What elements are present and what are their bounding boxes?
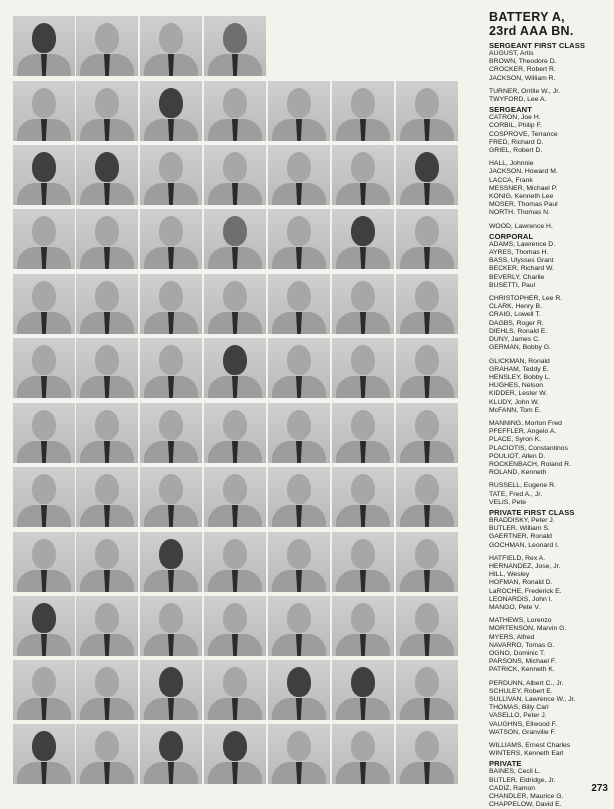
roster-name: DUNY, James C. bbox=[489, 336, 540, 344]
portrait-photo bbox=[13, 16, 75, 76]
portrait-head bbox=[159, 281, 183, 311]
roster-name: GERMAN, Bobby G. bbox=[489, 344, 551, 352]
portrait-photo bbox=[332, 660, 394, 720]
portrait-head bbox=[95, 88, 119, 118]
portrait-head bbox=[95, 539, 119, 569]
portrait-photo bbox=[268, 724, 330, 784]
roster-name: HOFMAN, Ronald D. bbox=[489, 579, 553, 587]
portrait-photo bbox=[268, 660, 330, 720]
portrait-photo bbox=[396, 724, 458, 784]
portrait-photo bbox=[204, 338, 266, 398]
roster-name: ROLAND, Kenneth bbox=[489, 469, 547, 477]
portrait-head bbox=[95, 474, 119, 504]
portrait-photo bbox=[204, 532, 266, 592]
portrait-head bbox=[95, 23, 119, 53]
roster-list bbox=[489, 41, 611, 809]
portrait-head bbox=[159, 23, 183, 53]
portrait-photo bbox=[140, 467, 202, 527]
roster-name: DIEHLS, Ronald E. bbox=[489, 327, 548, 335]
portrait-photo bbox=[204, 403, 266, 463]
portrait-head bbox=[287, 731, 311, 761]
roster-name: HILL, Wesley bbox=[489, 571, 530, 579]
portrait-photo bbox=[13, 209, 75, 269]
roster-name: KLUDY, John W. bbox=[489, 398, 540, 406]
roster-name: CHRISTOPHER, Lee R. bbox=[489, 295, 563, 303]
portrait-head bbox=[223, 474, 247, 504]
roster-name: TATE, Fred A., Jr. bbox=[489, 490, 543, 498]
roster-name: LaROCHE, Frederick E. bbox=[489, 587, 562, 595]
portrait-head bbox=[287, 410, 311, 440]
roster-column bbox=[489, 10, 611, 809]
portrait-photo bbox=[204, 274, 266, 334]
roster-name: GRAHAM, Teddy E. bbox=[489, 365, 549, 373]
portrait-photo bbox=[332, 274, 394, 334]
portrait-head bbox=[32, 539, 56, 569]
portrait-photo bbox=[140, 403, 202, 463]
roster-name: WATSON, Granville F. bbox=[489, 728, 556, 736]
roster-name: MORTENSON, Marvin G. bbox=[489, 625, 567, 633]
portrait-head bbox=[223, 539, 247, 569]
portrait-head bbox=[32, 603, 56, 633]
portrait-photo bbox=[13, 403, 75, 463]
portrait-head bbox=[32, 23, 56, 53]
portrait-photo bbox=[204, 467, 266, 527]
portrait-head bbox=[159, 667, 183, 697]
portrait-photo bbox=[76, 596, 138, 656]
roster-name: MESSNER, Michael P. bbox=[489, 184, 558, 192]
rank-heading: PRIVATE bbox=[489, 759, 522, 769]
portrait-head bbox=[287, 603, 311, 633]
roster-name: MATHEWS, Lorenzo bbox=[489, 617, 552, 625]
portrait-photo bbox=[76, 467, 138, 527]
roster-name: LACCA, Frank bbox=[489, 176, 533, 184]
roster-name: WOOD, Lawrence H. bbox=[489, 222, 553, 230]
portrait-photo bbox=[140, 532, 202, 592]
portrait-head bbox=[351, 731, 375, 761]
portrait-photo bbox=[13, 724, 75, 784]
roster-name: VASELLO, Peter J. bbox=[489, 712, 547, 720]
portrait-photo bbox=[140, 338, 202, 398]
portrait-head bbox=[351, 539, 375, 569]
portrait-head bbox=[415, 731, 439, 761]
portrait-photo bbox=[332, 209, 394, 269]
portrait-head bbox=[95, 216, 119, 246]
roster-title bbox=[489, 10, 611, 38]
portrait-photo bbox=[76, 81, 138, 141]
portrait-photo bbox=[204, 16, 266, 76]
portrait-photo bbox=[396, 338, 458, 398]
portrait-head bbox=[223, 216, 247, 246]
roster-name: CRAIG, Lowell T. bbox=[489, 311, 541, 319]
portrait-photo bbox=[268, 81, 330, 141]
portrait-photo bbox=[268, 209, 330, 269]
roster-name: HUGHES, Nelson bbox=[489, 382, 544, 390]
portrait-photo bbox=[76, 145, 138, 205]
portrait-head bbox=[287, 216, 311, 246]
portrait-head bbox=[351, 88, 375, 118]
roster-name: VELIS, Pete bbox=[489, 498, 527, 506]
rank-heading: PRIVATE FIRST CLASS bbox=[489, 507, 575, 517]
roster-name: CLARK, Henry B. bbox=[489, 303, 542, 311]
roster-name: MOSER, Thomas Paul bbox=[489, 201, 558, 209]
portrait-photo bbox=[268, 403, 330, 463]
portrait-photo bbox=[204, 209, 266, 269]
portrait-photo bbox=[268, 338, 330, 398]
roster-name: RUSSELL, Eugene R. bbox=[489, 482, 556, 490]
roster-name: FRED, Richard D. bbox=[489, 138, 544, 146]
roster-name: BASS, Ulysses Grant bbox=[489, 257, 554, 265]
portrait-head bbox=[287, 474, 311, 504]
portrait-head bbox=[351, 474, 375, 504]
roster-name: PLACE, Syron K. bbox=[489, 436, 542, 444]
portrait-photo bbox=[396, 467, 458, 527]
portrait-head bbox=[415, 152, 439, 182]
portrait-head bbox=[415, 474, 439, 504]
roster-name: CROCKER, Robert R. bbox=[489, 66, 556, 74]
roster-name: NAVARRO, Tomas G. bbox=[489, 641, 555, 649]
portrait-head bbox=[223, 345, 247, 375]
portrait-head bbox=[159, 410, 183, 440]
portrait-head bbox=[287, 667, 311, 697]
roster-title-line2: 23rd AAA BN. bbox=[489, 24, 574, 38]
portrait-photo bbox=[140, 81, 202, 141]
portrait-head bbox=[32, 731, 56, 761]
roster-name: POULIOT, Allen D. bbox=[489, 452, 546, 460]
portrait-head bbox=[287, 152, 311, 182]
portrait-photo bbox=[268, 145, 330, 205]
rank-heading: SERGEANT FIRST CLASS bbox=[489, 41, 586, 50]
portrait-photo bbox=[140, 209, 202, 269]
portrait-head bbox=[95, 410, 119, 440]
portrait-head bbox=[415, 281, 439, 311]
portrait-photo bbox=[332, 403, 394, 463]
roster-name: JACKSON, Howard M. bbox=[489, 168, 558, 176]
roster-name: PERDUNN, Albert C., Jr. bbox=[489, 679, 564, 687]
roster-name: HATFIELD, Rex A. bbox=[489, 554, 546, 562]
portrait-photo bbox=[76, 209, 138, 269]
portrait-head bbox=[32, 152, 56, 182]
portrait-photo bbox=[76, 532, 138, 592]
portrait-head bbox=[32, 474, 56, 504]
portrait-head bbox=[223, 152, 247, 182]
portrait-head bbox=[223, 410, 247, 440]
roster-name: HERNANDEZ, Jose, Jr. bbox=[489, 562, 561, 570]
portrait-head bbox=[351, 410, 375, 440]
portrait-head bbox=[159, 731, 183, 761]
portrait-head bbox=[32, 410, 56, 440]
roster-name: GOCHMAN, Leonard I. bbox=[489, 541, 559, 549]
roster-name: TWYFORD, Lee A. bbox=[489, 96, 547, 104]
rank-heading: CORPORAL bbox=[489, 231, 534, 241]
portrait-head bbox=[95, 603, 119, 633]
roster-name: WINTERS, Kenneth Earl bbox=[489, 750, 564, 758]
portrait-photo bbox=[13, 660, 75, 720]
portrait-head bbox=[159, 216, 183, 246]
roster-name: BRADDISKY, Peter J. bbox=[489, 516, 555, 524]
portrait-head bbox=[287, 88, 311, 118]
portrait-photo bbox=[76, 403, 138, 463]
portrait-photo bbox=[268, 532, 330, 592]
roster-name: McFANN, Tom E. bbox=[489, 406, 541, 414]
roster-name: BUSETTI, Paul bbox=[489, 281, 536, 289]
portrait-head bbox=[415, 410, 439, 440]
portrait-photo bbox=[13, 274, 75, 334]
portrait-head bbox=[351, 667, 375, 697]
roster-name: PATRICK, Kenneth K. bbox=[489, 666, 555, 674]
portrait-photo bbox=[204, 596, 266, 656]
portrait-photo bbox=[268, 596, 330, 656]
portrait-head bbox=[351, 345, 375, 375]
roster-name: SULLIVAN, Lawrence W., Jr. bbox=[489, 696, 576, 704]
roster-name: TURNER, Orrille W., Jr. bbox=[489, 87, 560, 95]
portrait-head bbox=[415, 216, 439, 246]
portrait-head bbox=[415, 603, 439, 633]
roster-name: CHAPPELOW, David E. bbox=[489, 801, 562, 809]
roster-name: VAUGHNS, Ellwood F. bbox=[489, 720, 557, 728]
roster-name: BAINES, Cecil L. bbox=[489, 768, 541, 776]
roster-name: MANGO, Pete V. bbox=[489, 603, 541, 611]
portrait-head bbox=[159, 539, 183, 569]
portrait-photo bbox=[140, 145, 202, 205]
roster-name: GRIEL, Robert D. bbox=[489, 147, 543, 155]
portrait-photo bbox=[76, 274, 138, 334]
portrait-head bbox=[32, 667, 56, 697]
portrait-head bbox=[159, 345, 183, 375]
portrait-head bbox=[32, 216, 56, 246]
portrait-photo bbox=[140, 596, 202, 656]
roster-name: AYRES, Thomas H. bbox=[489, 249, 549, 257]
portrait-photo bbox=[396, 81, 458, 141]
roster-title-line1: BATTERY A, bbox=[489, 10, 565, 24]
portrait-head bbox=[415, 88, 439, 118]
portrait-head bbox=[415, 539, 439, 569]
roster-name: ADAMS, Lawrence D. bbox=[489, 240, 556, 248]
portrait-photo bbox=[140, 274, 202, 334]
portrait-head bbox=[223, 731, 247, 761]
portrait-photo bbox=[76, 724, 138, 784]
portrait-photo bbox=[268, 467, 330, 527]
roster-name: CHANDLER, Maurice G. bbox=[489, 793, 564, 801]
portrait-head bbox=[351, 216, 375, 246]
roster-name: COSPROVE, Terrance bbox=[489, 130, 558, 138]
portrait-head bbox=[287, 281, 311, 311]
roster-name: THOMAS, Billy Carl bbox=[489, 704, 549, 712]
portrait-head bbox=[223, 281, 247, 311]
portrait-photo bbox=[13, 81, 75, 141]
portrait-head bbox=[223, 88, 247, 118]
roster-name: KONIG, Kenneth Lee bbox=[489, 193, 554, 201]
portrait-head bbox=[95, 281, 119, 311]
portrait-head bbox=[95, 345, 119, 375]
portrait-photo bbox=[13, 467, 75, 527]
roster-name: HENSLEY, Bobby L. bbox=[489, 373, 551, 381]
portrait-photo bbox=[76, 660, 138, 720]
roster-name: BUTLER, William S. bbox=[489, 525, 550, 533]
portrait-head bbox=[415, 345, 439, 375]
portrait-photo bbox=[332, 532, 394, 592]
portrait-photo bbox=[76, 16, 138, 76]
roster-name: MYERS, Alfred bbox=[489, 633, 535, 641]
portrait-photo bbox=[140, 660, 202, 720]
portrait-head bbox=[159, 88, 183, 118]
roster-name: OGNO, Dominic T. bbox=[489, 650, 546, 657]
roster-name: CORBIL, Philip F. bbox=[489, 122, 542, 130]
portrait-photo bbox=[13, 145, 75, 205]
roster-name: SCHULEY, Robert E. bbox=[489, 687, 553, 695]
portrait-head bbox=[95, 667, 119, 697]
portrait-photo bbox=[13, 596, 75, 656]
portrait-head bbox=[159, 603, 183, 633]
portrait-photo bbox=[332, 81, 394, 141]
portrait-head bbox=[32, 88, 56, 118]
roster-name: JACKSON, William R. bbox=[489, 74, 556, 82]
roster-name: BECKER, Richard W. bbox=[489, 265, 554, 273]
roster-name: DAGBS, Roger R. bbox=[489, 319, 544, 327]
roster-name: PARSONS, Michael F. bbox=[489, 658, 557, 666]
portrait-photo bbox=[332, 145, 394, 205]
portrait-head bbox=[223, 603, 247, 633]
roster-name: GLICKMAN, Ronald bbox=[489, 357, 550, 365]
roster-name: BUTLER, Eldridge, Jr. bbox=[489, 776, 556, 784]
portrait-photo bbox=[140, 724, 202, 784]
portrait-head bbox=[415, 667, 439, 697]
portrait-head bbox=[351, 152, 375, 182]
roster-name: PLACIOTIS, Constantinos bbox=[489, 444, 568, 452]
portrait-head bbox=[351, 281, 375, 311]
portrait-photo bbox=[396, 403, 458, 463]
portrait-photo bbox=[204, 81, 266, 141]
portrait-photo bbox=[396, 209, 458, 269]
portrait-photo bbox=[76, 338, 138, 398]
roster-name: ROCKENBACH, Roland R. bbox=[489, 460, 571, 468]
rank-heading: SERGEANT bbox=[489, 105, 532, 115]
portrait-photo bbox=[332, 596, 394, 656]
portrait-photo bbox=[140, 16, 202, 76]
roster-name: CADIZ, Ramon bbox=[489, 784, 536, 792]
portrait-photo bbox=[13, 338, 75, 398]
roster-name: HALL, Johnnie bbox=[489, 160, 534, 168]
roster-name: MANNING, Morton Fred bbox=[489, 419, 562, 427]
roster-name: LEONARDIS, John I. bbox=[489, 595, 553, 603]
portrait-head bbox=[351, 603, 375, 633]
roster-name: AUGUST, Artis bbox=[489, 50, 534, 57]
roster-name: BROWN, Theodore D. bbox=[489, 58, 557, 66]
portrait-photo bbox=[13, 532, 75, 592]
portrait-head bbox=[287, 539, 311, 569]
portrait-head bbox=[95, 731, 119, 761]
portrait-photo bbox=[204, 724, 266, 784]
portrait-photo bbox=[268, 274, 330, 334]
portrait-head bbox=[32, 345, 56, 375]
portrait-head bbox=[223, 23, 247, 53]
portrait-head bbox=[159, 474, 183, 504]
portrait-head bbox=[223, 667, 247, 697]
portrait-head bbox=[95, 152, 119, 182]
page-number: 273 bbox=[591, 783, 608, 794]
roster-name: BEVERLY, Charlie bbox=[489, 273, 545, 281]
portrait-photo bbox=[204, 145, 266, 205]
roster-name: WILLIAMS, Ernest Charles bbox=[489, 742, 571, 750]
portrait-photo bbox=[332, 338, 394, 398]
roster-name: KIDDER, Lester W. bbox=[489, 390, 548, 398]
portrait-photo bbox=[396, 660, 458, 720]
portrait-photo bbox=[204, 660, 266, 720]
portrait-head bbox=[159, 152, 183, 182]
portrait-photo bbox=[332, 467, 394, 527]
roster-name: CATRON, Joe H. bbox=[489, 114, 541, 122]
roster-name: NORTH, Thomas N. bbox=[489, 209, 550, 217]
portrait-photo bbox=[332, 724, 394, 784]
portrait-photo bbox=[396, 532, 458, 592]
portrait-photo bbox=[396, 274, 458, 334]
roster-name: PFEFFLER, Angelo A. bbox=[489, 428, 557, 436]
portrait-head bbox=[287, 345, 311, 375]
portrait-photo bbox=[396, 145, 458, 205]
roster-name: GAERTNER, Ronald bbox=[489, 533, 552, 541]
portrait-head bbox=[32, 281, 56, 311]
portrait-photo bbox=[396, 596, 458, 656]
